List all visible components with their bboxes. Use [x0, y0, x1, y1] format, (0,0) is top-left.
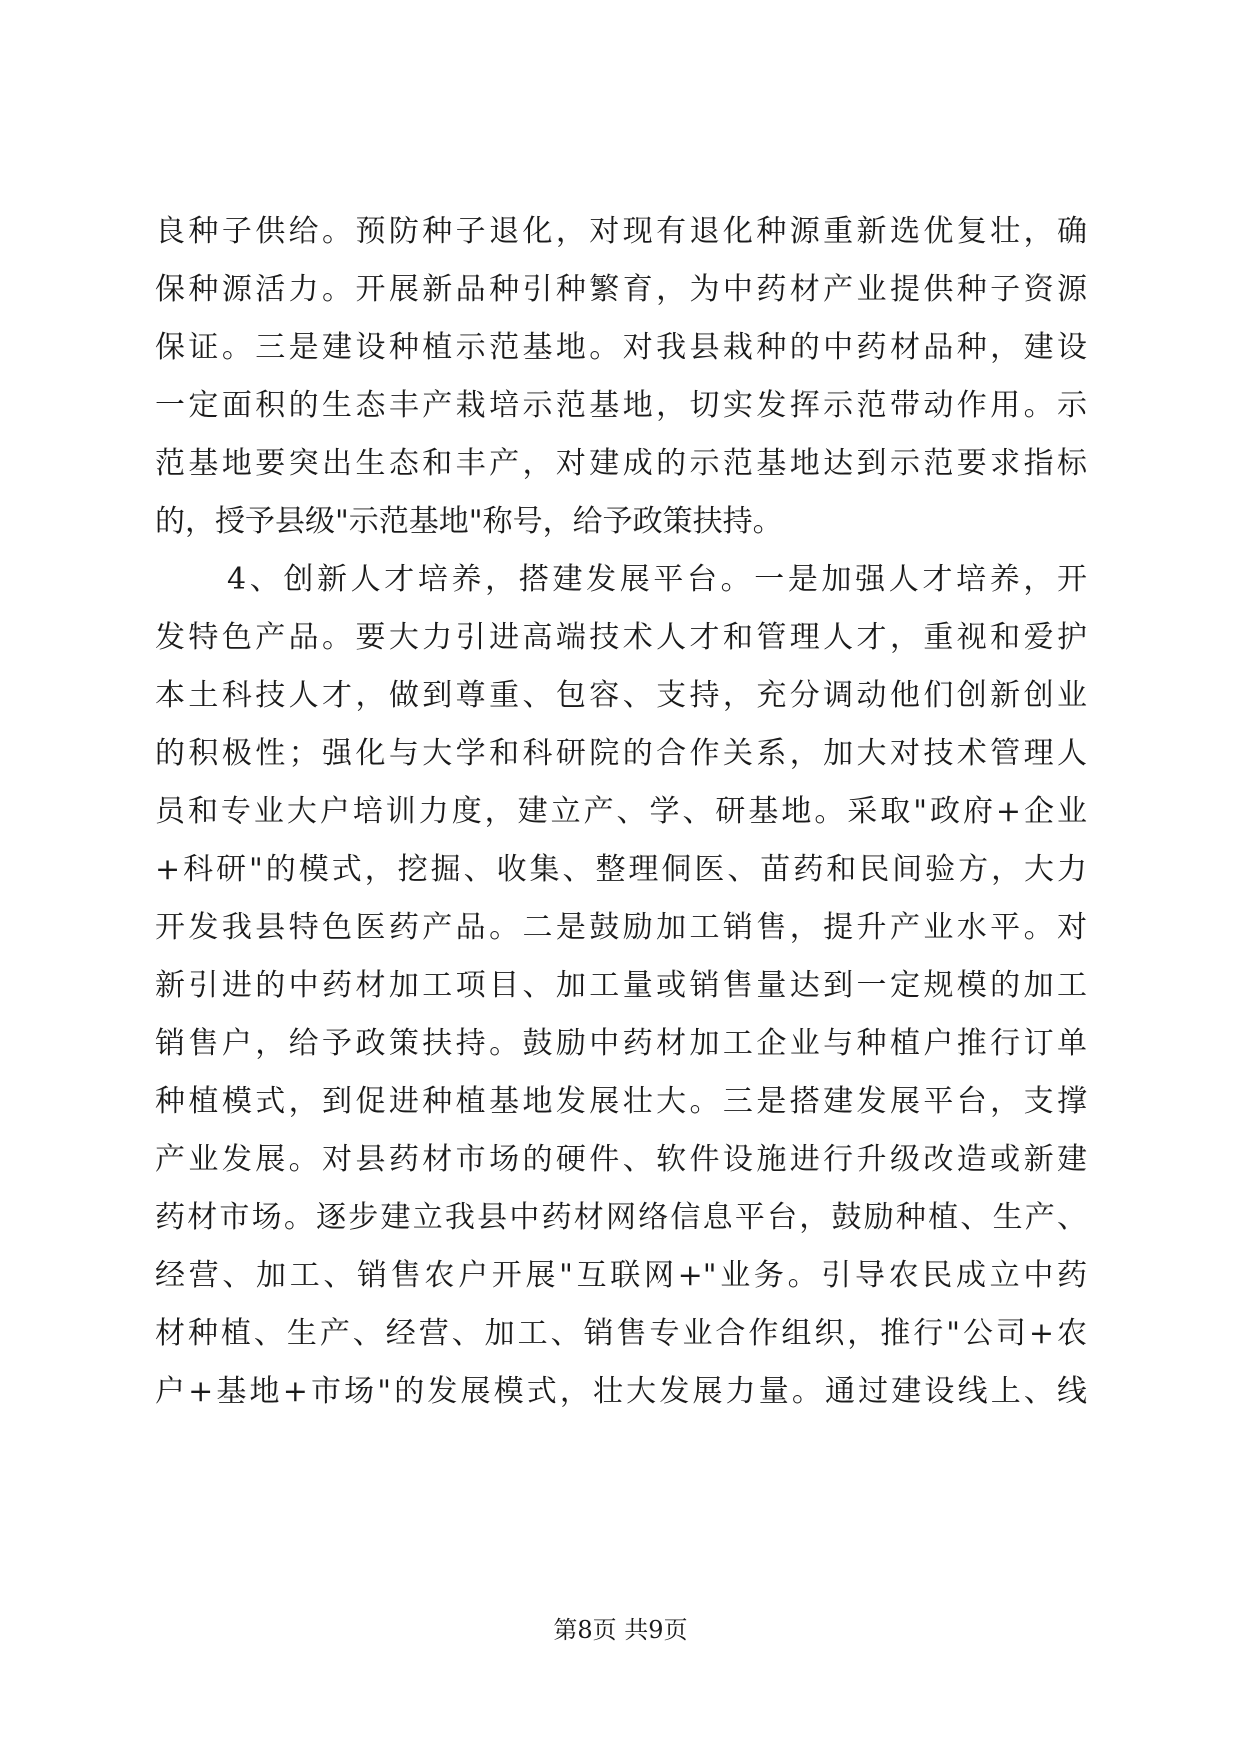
body-line: 材种植、生产、经营、加工、销售专业合作组织，推行"公司+农	[155, 1316, 1087, 1351]
body-line: 员和专业大户培训力度，建立产、学、研基地。采取"政府+企业	[155, 794, 1087, 829]
body-line: 种植模式，到促进种植基地发展壮大。三是搭建发展平台，支撑	[155, 1084, 1087, 1119]
body-line: 药材市场。逐步建立我县中药材网络信息平台，鼓励种植、生产、	[155, 1200, 1087, 1235]
body-line: 本土科技人才，做到尊重、包容、支持，充分调动他们创新创业	[155, 678, 1087, 713]
body-line: 户+基地+市场"的发展模式，壮大发展力量。通过建设线上、线	[155, 1374, 1087, 1409]
body-line: 产业发展。对县药材市场的硬件、软件设施进行升级改造或新建	[155, 1142, 1087, 1177]
body-line: 经营、加工、销售农户开展"互联网+"业务。引导农民成立中药	[155, 1258, 1087, 1293]
body-line: 销售户，给予政策扶持。鼓励中药材加工企业与种植户推行订单	[155, 1026, 1087, 1061]
body-line: 保证。三是建设种植示范基地。对我县栽种的中药材品种，建设	[155, 330, 1087, 365]
page-footer: 第8页 共9页	[553, 1616, 688, 1644]
body-line: 发特色产品。要大力引进高端技术人才和管理人才，重视和爱护	[155, 620, 1087, 655]
body-line: 新引进的中药材加工项目、加工量或销售量达到一定规模的加工	[155, 968, 1087, 1003]
body-line: 的积极性；强化与大学和科研院的合作关系，加大对技术管理人	[155, 736, 1087, 771]
body-line: 开发我县特色医药产品。二是鼓励加工销售，提升产业水平。对	[155, 910, 1087, 945]
body-line: 良种子供给。预防种子退化，对现有退化种源重新选优复壮，确	[155, 214, 1087, 249]
body-line: 一定面积的生态丰产栽培示范基地，切实发挥示范带动作用。示	[155, 388, 1087, 423]
paragraph-start-line: 4、创新人才培养，搭建发展平台。一是加强人才培养，开	[227, 562, 1087, 597]
body-line: 保种源活力。开展新品种引种繁育，为中药材产业提供种子资源	[155, 272, 1087, 307]
body-line: 的，授予县级"示范基地"称号，给予政策扶持。	[155, 504, 783, 539]
body-line: +科研"的模式，挖掘、收集、整理侗医、苗药和民间验方，大力	[155, 852, 1087, 887]
body-line: 范基地要突出生态和丰产，对建成的示范基地达到示范要求指标	[155, 446, 1087, 481]
